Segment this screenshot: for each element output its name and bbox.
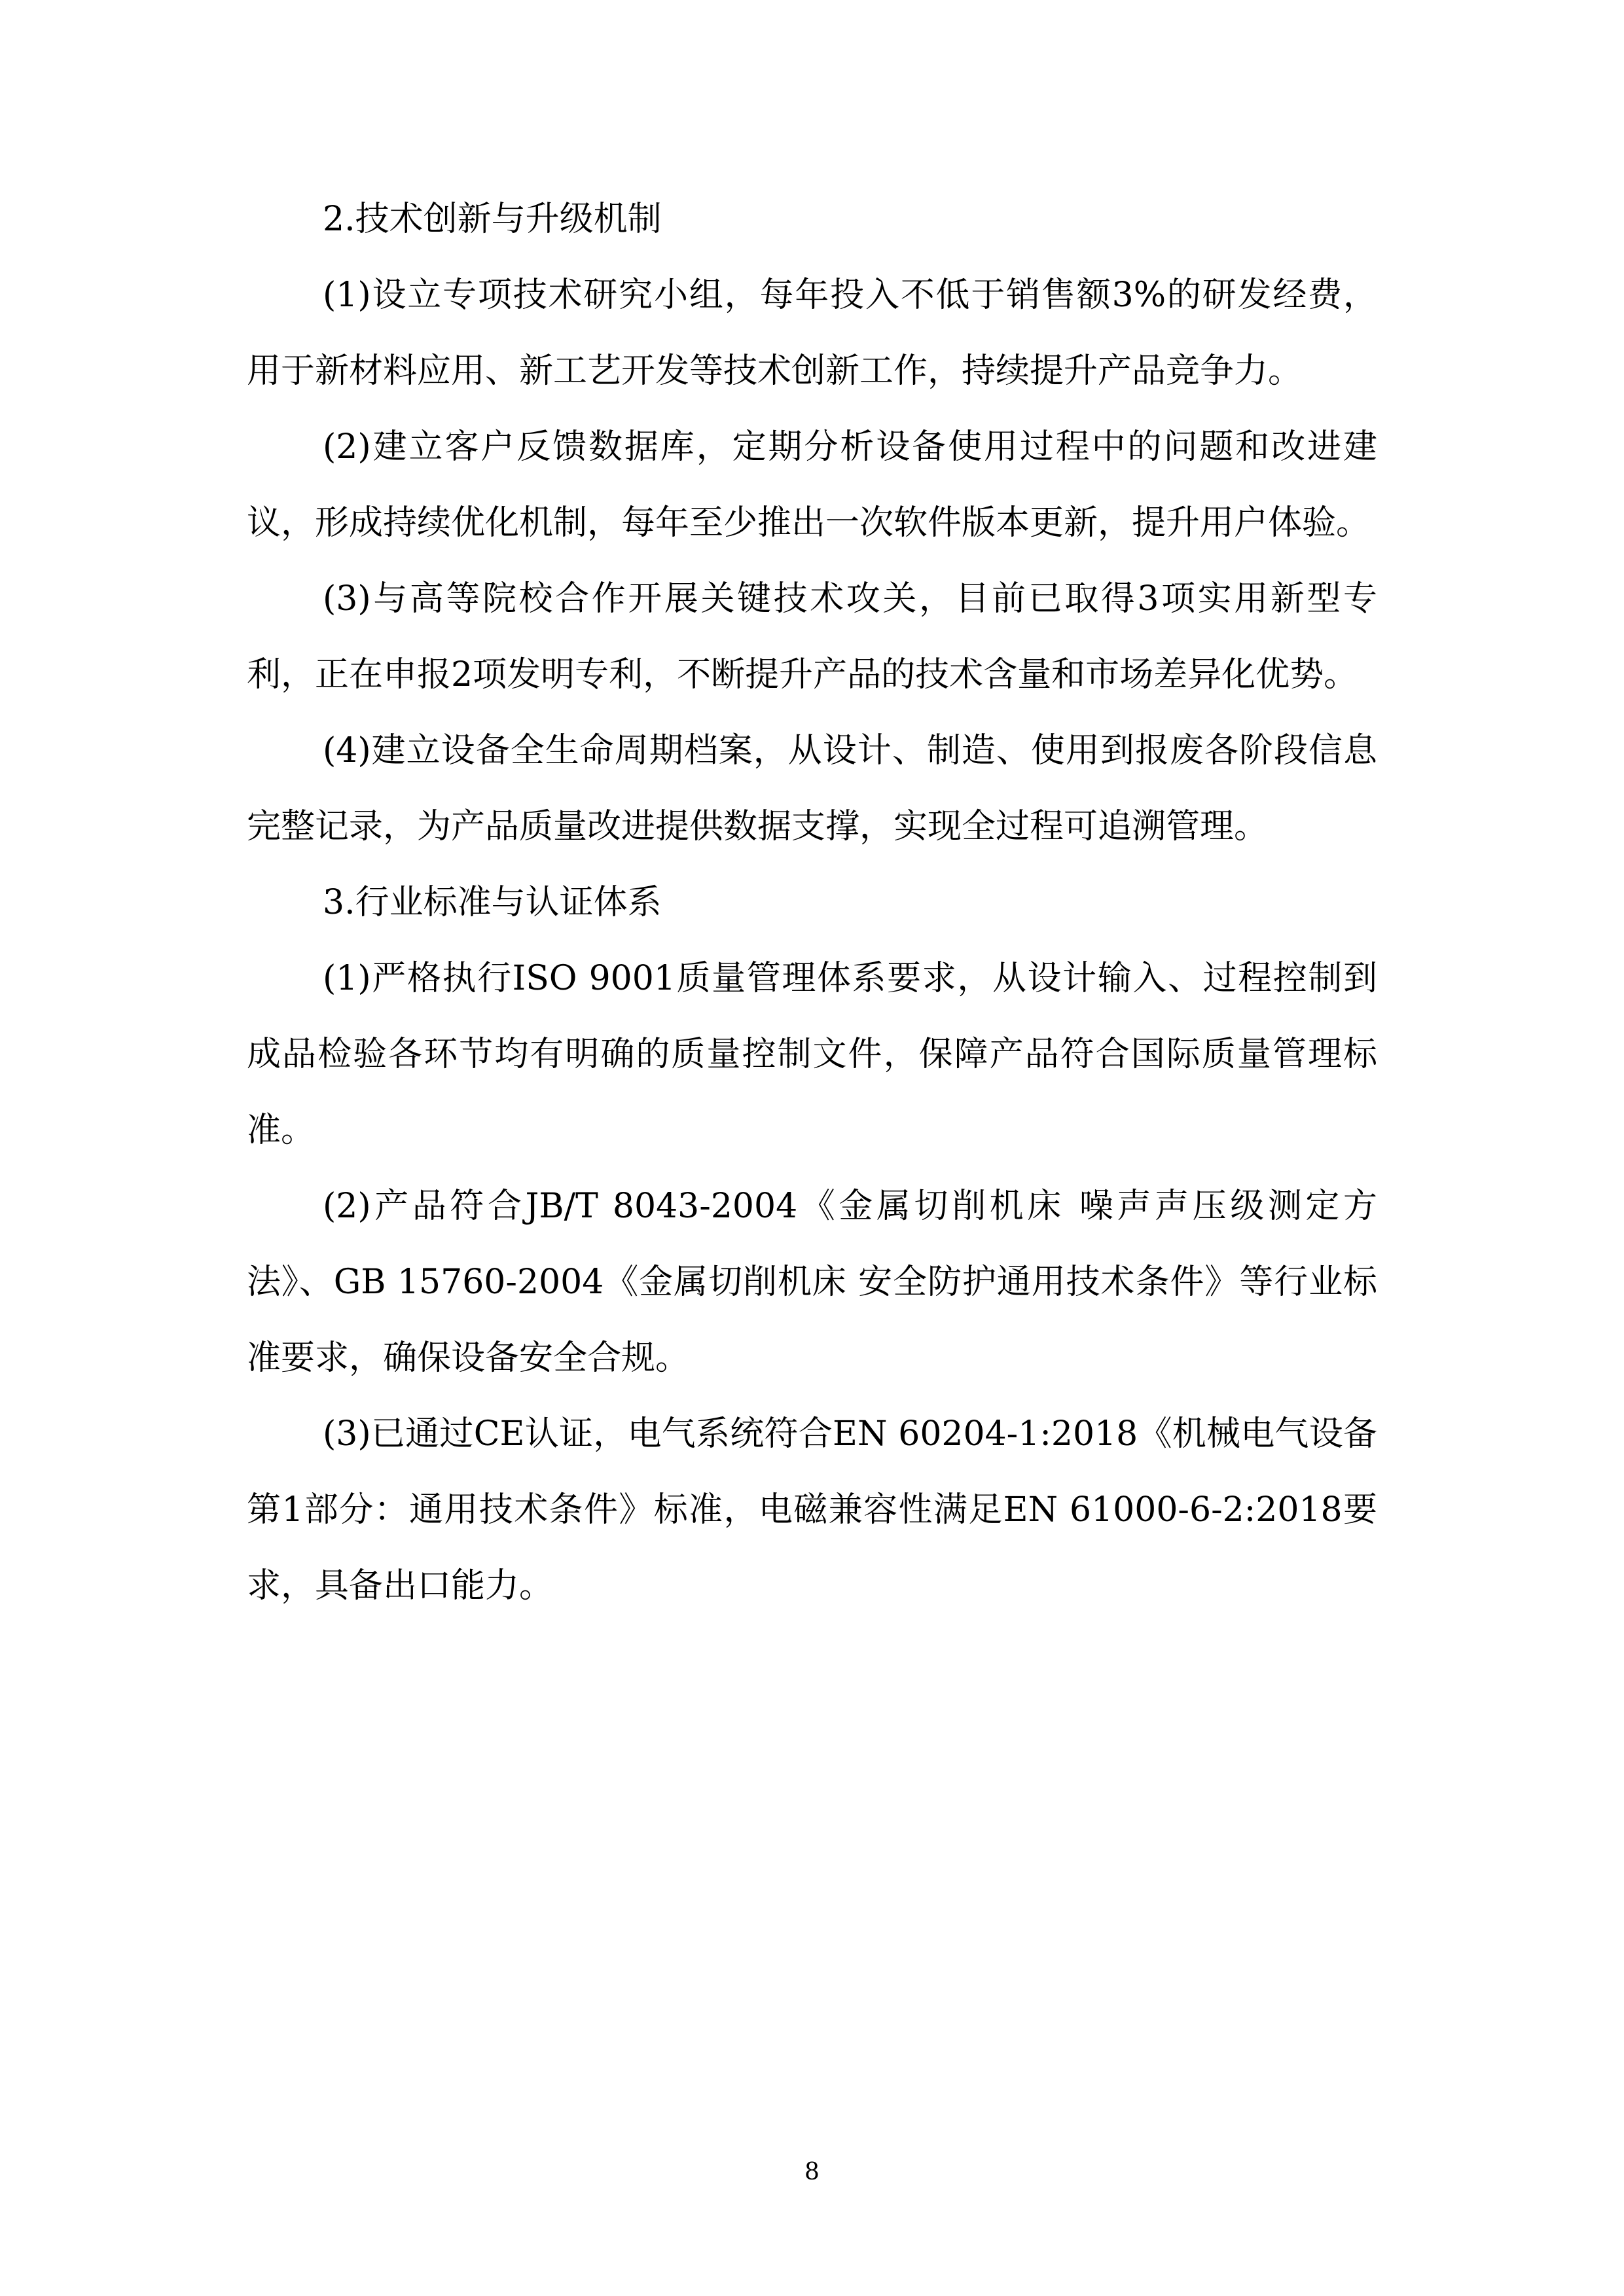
section-heading: 2.技术创新与升级机制 [323, 200, 662, 239]
paragraph: (2)建立客户反馈数据库，定期分析设备使用过程中的问题和改进建议，形成持续优化机制，每年至少推出一次软件版本更新，提升用户体验。 [247, 427, 1377, 543]
paragraph: (3)已通过CE认证，电气系统符合EN 60204-1:2018《机械电气设备 第1部分：通用技术条件》标准，电磁兼容性满足EN 61000-6-2:2018要求，具备出口能力。 [247, 1414, 1377, 1605]
page-number: 8 [804, 2159, 820, 2185]
paragraph: (2)产品符合JB/T 8043-2004《金属切削机床 噪声声压级测定方法》、GB 15760-2004《金属切削机床 安全防护通用技术条件》等行业标准要求，确保设备安全合规。 [247, 1187, 1377, 1378]
paragraph: (3)与高等院校合作开展关键技术攻关，目前已取得3项实用新型专利，正在申报2项发明专利，不断提升产品的技术含量和市场差异化优势。 [247, 579, 1377, 694]
document-body [247, 181, 1377, 1624]
section-heading: 3.行业标准与认证体系 [323, 883, 662, 922]
paragraph: (1)严格执行ISO 9001质量管理体系要求，从设计输入、过程控制到成品检验各环节均有明确的质量控制文件，保障产品符合国际质量管理标准。 [247, 959, 1377, 1150]
paragraph: (1)设立专项技术研究小组，每年投入不低于销售额3%的研发经费，用于新材料应用、新工艺开发等技术创新工作，持续提升产品竞争力。 [247, 276, 1377, 391]
paragraph: (4)建立设备全生命周期档案，从设计、制造、使用到报废各阶段信息完整记录，为产品质量改进提供数据支撑，实现全过程可追溯管理。 [247, 731, 1377, 846]
